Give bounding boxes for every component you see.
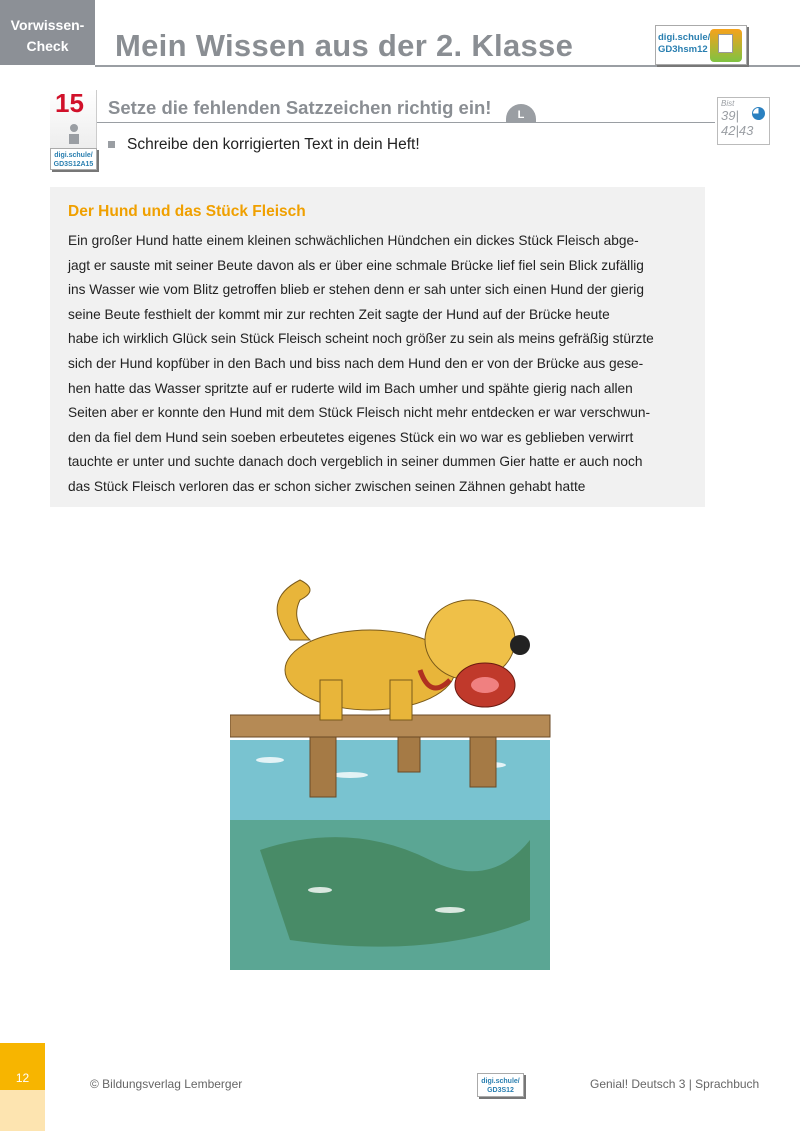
story-line: das Stück Fleisch verloren das er schon sicher zwischen seinen Zähnen gehabt hatte <box>68 478 586 494</box>
story-line: ins Wasser wie vom Blitz getroffen blieb er stehen denn er sah unter sich einen Hund der gierig <box>68 282 644 298</box>
story-line: tauchte er unter und suchte danach doch vergeblich in seiner dummen Gier hatte er auch noch <box>68 454 643 470</box>
story-box <box>50 187 705 507</box>
story-line: hen hatte das Wasser spritzte auf er ruderte wild im Bach umher und spähte gierig nach allen <box>68 380 633 396</box>
task-divider <box>97 122 715 123</box>
page-title: Mein Wissen aus der 2. Klasse <box>115 28 574 63</box>
page-tab-decoration <box>0 1090 45 1131</box>
digi-link-line2: GD3hsm12 <box>658 44 708 55</box>
individual-work-icon <box>68 124 80 144</box>
task-instruction <box>108 136 420 154</box>
story-title: Der Hund und das Stück Fleisch <box>68 203 306 220</box>
header-divider <box>95 65 800 67</box>
task-digi-link[interactable] <box>50 148 97 170</box>
bullet-icon <box>108 141 115 148</box>
footer-digi-line1: digi.schule/ <box>481 1078 520 1085</box>
footer-digi-link[interactable] <box>477 1073 524 1097</box>
instruction-text: Schreibe den korrigierten Text in dein Heft! <box>127 136 420 153</box>
story-line: den da fiel dem Hund sein soeben erbeutetes eigenes Stück ein wo war es geblieben verwirrt <box>68 429 634 445</box>
footer-digi-line2: GD3S12 <box>487 1087 514 1094</box>
bist-label: Bist <box>721 99 735 108</box>
section-label <box>0 0 95 65</box>
book-title: Genial! Deutsch 3 | Sprachbuch <box>590 1077 760 1091</box>
bist-line2: 42|43 <box>721 123 754 138</box>
story-line: sich der Hund kopfüber in den Bach und biss nach dem Hund den er von der Brücke aus gese- <box>68 355 644 371</box>
page-number: 12 <box>15 1071 30 1085</box>
worksheet-app-icon <box>710 29 742 62</box>
digi-schule-link[interactable] <box>655 25 747 65</box>
story-line: seine Beute festhielt der kommt mir zur rechten Zeit sagte der Hund auf der Brücke heute <box>68 306 610 322</box>
bist-line1: 39| <box>721 108 739 123</box>
story-line: Ein großer Hund hatte einem kleinen schwächlichen Hündchen ein dickes Stück Fleisch abge- <box>68 233 639 248</box>
digi-link-line1: digi.schule/ <box>658 32 711 43</box>
task-digi-line1: digi.schule/ <box>54 152 93 159</box>
story-line: Seiten aber er konnte den Hund mit dem Stück Fleisch nicht mehr entdecken er war verschwun- <box>68 405 650 421</box>
level-badge: L <box>506 104 536 122</box>
story-line: habe ich wirklich Glück sein Stück Fleisch scheint noch größer zu sein als meins gefräßig stürzte <box>68 331 654 347</box>
task-number: 15 <box>55 88 84 118</box>
section-label-line2: Check <box>26 38 69 54</box>
bist-reference <box>717 97 770 145</box>
copyright: © Bildungsverlag Lemberger <box>90 1077 243 1091</box>
task-heading: Setze die fehlenden Satzzeichen richtig ein! <box>108 97 492 118</box>
task-digi-line2: GD3S12A15 <box>53 161 94 168</box>
dog-on-bridge-illustration <box>230 560 555 985</box>
section-label-line1: Vorwissen- <box>10 17 85 33</box>
progress-pie-icon <box>752 107 765 120</box>
story-line: jagt er sauste mit seiner Beute davon als er über eine schmale Brücke lief fiel sein Blick zufällig <box>68 257 644 273</box>
page-number-tab <box>0 1043 45 1090</box>
